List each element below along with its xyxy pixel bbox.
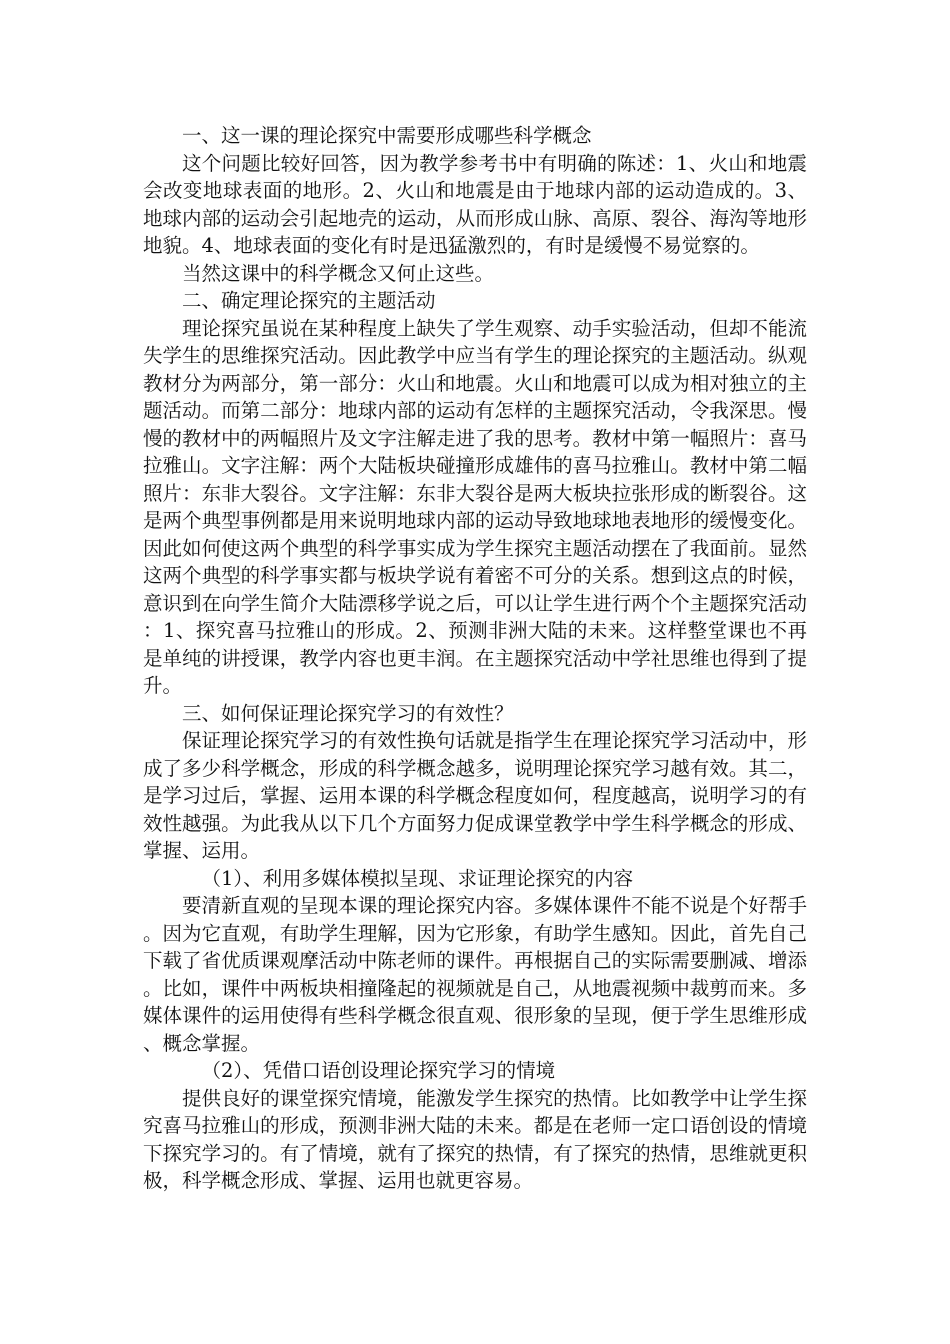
paragraph: 这个问题比较好回答，因为教学参考书中有明确的陈述：1、火山和地震会改变地球表面的地形。2、火山和地震是由于地球内部的运动造成的。3、地球内部的运动会引起地壳的运动，从而形成山脉、高原、裂谷、海沟等地形地貌。4、地球表面的变化有时是迅猛激烈的，有时是缓慢不易觉察的。 (143, 151, 807, 257)
document-body (143, 122, 807, 1195)
subsection-heading-1: （1）、利用多媒体模拟呈现、求证理论探究的内容 (201, 866, 634, 890)
paragraph: 理论探究虽说在某种程度上缺失了学生观察、动手实验活动，但却不能流失学生的思维探究活动。因此教学中应当有学生的理论探究的主题活动。纵观教材分为两部分，第一部分：火山和地震。火山和地震可以成为相对独立的主题活动。而第二部分：地球内部的运动有怎样的主题探究活动，令我深思。慢慢的教材中的两幅照片及文字注解走进了我的思考。教材中第一幅照片：喜马拉雅山。文字注解：两个大陆板块碰撞形成雄伟的喜马拉雅山。教材中第二幅照片：东非大裂谷。文字注解：东非大裂谷是两大板块拉张形成的断裂谷。这是两个典型事例都是用来说明地球内部的运动导致地球地表地形的缓慢变化。因此如何使这两个典型的科学事实成为学生探究主题活动摆在了我面前。显然这两个典型的科学事实都与板块学说有着密不可分的关系。想到这点的时候，意识到在向学生简介大陆漂移学说之后，可以让学生进行两个个主题探究活动：1、探究喜马拉雅山的形成。2、预测非洲大陆的未来。这样整堂课也不再是单纯的讲授课，教学内容也更丰润。在主题探究活动中学社思维也得到了提升。 (143, 316, 807, 697)
paragraph: 保证理论探究学习的有效性换句话就是指学生在理论探究学习活动中，形成了多少科学概念，形成的科学概念越多，说明理论探究学习越有效。其二，是学习过后，掌握、运用本课的科学概念程度如何，程度越高，说明学习的有效性越强。为此我从以下几个方面努力促成课堂教学中学生科学概念的形成、掌握、运用。 (143, 729, 807, 862)
section-heading-3: 三、如何保证理论探究学习的有效性？ (182, 701, 514, 725)
paragraph: 要清新直观的呈现本课的理论探究内容。多媒体课件不能不说是个好帮手。因为它直观，有助学生理解，因为它形象，有助学生感知。因此，首先自己下载了省优质课观摩活动中陈老师的课件。再根据自己的实际需要删减、增添。比如，课件中两板块相撞隆起的视频就是自己，从地震视频中裁剪而来。多媒体课件的运用使得有些科学概念很直观、很形象的呈现，便于学生思维形成、概念掌握。 (143, 894, 807, 1055)
section-heading-2: 二、确定理论探究的主题活动 (182, 289, 436, 312)
section-heading-1: 一、这一课的理论探究中需要形成哪些科学概念 (182, 124, 592, 147)
paragraph: 提供良好的课堂探究情境，能激发学生探究的热情。比如教学中让学生探究喜马拉雅山的形成，预测非洲大陆的未来。都是在老师一定口语创设的情境下探究学习的。有了情境，就有了探究的热情，有了探究的热情，思维就更积极，科学概念形成、掌握、运用也就更容易。 (143, 1086, 807, 1192)
paragraph: 当然这课中的科学概念又何止这些。 (182, 261, 495, 285)
subsection-heading-2: （2）、凭借口语创设理论探究学习的情境 (201, 1059, 556, 1082)
